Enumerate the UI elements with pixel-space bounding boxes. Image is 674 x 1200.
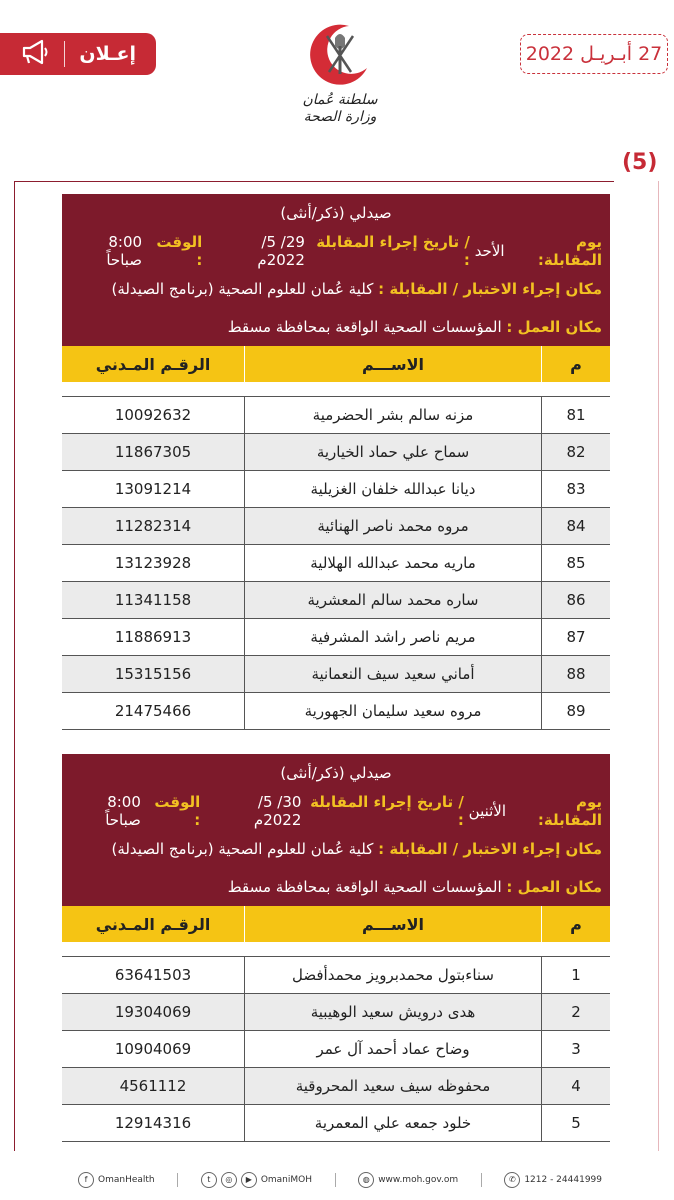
time-label: الوقت : <box>154 793 201 829</box>
row-civil-id: 10092632 <box>114 406 192 424</box>
table-row <box>62 471 610 508</box>
job-title: صيدلي (ذكر/أنثى) <box>280 764 392 782</box>
table-row <box>62 619 610 656</box>
frame-border-top <box>14 181 614 182</box>
row-name: مروه سعيد سليمان الجهورية <box>244 693 541 729</box>
date-value: 30/ 5/ 2022م <box>253 793 302 829</box>
place-label: مكان إجراء الاختبار / المقابلة : <box>378 840 602 858</box>
day-label: يوم المقابلة: <box>537 233 602 269</box>
row-number: 5 <box>541 1105 610 1141</box>
row-name: مريم ناصر راشد المشرفية <box>244 619 541 655</box>
row-number: 83 <box>541 471 610 507</box>
row-name: ساره محمد سالم المعشرية <box>244 582 541 618</box>
row-number: 4 <box>541 1068 610 1104</box>
footer-divider <box>335 1173 336 1187</box>
column-header-name: الاســـم <box>244 906 541 942</box>
row-name: وضاح عماد أحمد آل عمر <box>244 1031 541 1067</box>
row-civil-id: 11282314 <box>114 517 192 535</box>
place-value: كلية عُمان للعلوم الصحية (برنامج الصيدلة) <box>111 280 374 298</box>
section-header <box>62 754 610 906</box>
row-civil-id: 63641503 <box>114 966 192 984</box>
row-number: 86 <box>541 582 610 618</box>
work-row <box>62 308 610 346</box>
row-civil-id: 11341158 <box>114 591 192 609</box>
table-row <box>62 1031 610 1068</box>
row-number: 87 <box>541 619 610 655</box>
facebook-handle: OmanHealth <box>98 1175 155 1185</box>
table-header <box>62 346 610 382</box>
column-header-number: م <box>541 906 610 942</box>
time-value: 8:00 صباحاً <box>105 793 141 829</box>
column-header-number: م <box>541 346 610 382</box>
schedule-row <box>62 792 610 830</box>
schedule-row <box>62 232 610 270</box>
row-name: مروه محمد ناصر الهنائية <box>244 508 541 544</box>
notice-divider <box>64 41 66 67</box>
column-header-name: الاســـم <box>244 346 541 382</box>
table-row <box>62 656 610 693</box>
place-label: مكان إجراء الاختبار / المقابلة : <box>378 280 602 298</box>
row-number: 89 <box>541 693 610 729</box>
footer-divider <box>177 1173 178 1187</box>
time-label: الوقت : <box>156 233 203 269</box>
instagram-icon: ◎ <box>221 1172 237 1188</box>
youtube-icon: ▶ <box>241 1172 257 1188</box>
row-number: 88 <box>541 656 610 692</box>
row-number: 82 <box>541 434 610 470</box>
row-number: 3 <box>541 1031 610 1067</box>
ministry-logo <box>270 18 410 138</box>
row-number: 2 <box>541 994 610 1030</box>
day-value: الأحد <box>474 242 505 260</box>
footer-divider <box>481 1173 482 1187</box>
row-civil-id: 13123928 <box>114 554 192 572</box>
date-label: / تاريخ إجراء المقابلة : <box>310 793 464 829</box>
row-civil-id: 11867305 <box>114 443 192 461</box>
table-row <box>62 545 610 582</box>
row-civil-id: 15315156 <box>114 665 192 683</box>
day-label: يوم المقابلة: <box>537 793 602 829</box>
frame-border-left <box>14 181 15 1151</box>
row-name: ماريه محمد عبدالله الهلالية <box>244 545 541 581</box>
place-row <box>62 270 610 308</box>
row-civil-id: 19304069 <box>114 1003 192 1021</box>
notice-tag <box>0 33 156 75</box>
work-label: مكان العمل : <box>506 878 602 896</box>
place-value: كلية عُمان للعلوم الصحية (برنامج الصيدلة) <box>111 840 374 858</box>
website-url: www.moh.gov.om <box>378 1175 459 1185</box>
page-number: (5) <box>622 150 658 175</box>
section-header <box>62 194 610 346</box>
megaphone-icon <box>20 39 50 70</box>
place-row <box>62 830 610 868</box>
work-row <box>62 868 610 906</box>
date-label: / تاريخ إجراء المقابلة : <box>316 233 470 269</box>
date-value: 29/ 5/ 2022م <box>257 233 305 269</box>
footer-phone[interactable] <box>504 1172 602 1188</box>
row-civil-id: 21475466 <box>114 702 192 720</box>
row-name: ديانا عبدالله خلفان الغزيلية <box>244 471 541 507</box>
phone-icon: ✆ <box>504 1172 520 1188</box>
frame-border-right <box>658 181 659 1151</box>
announcement-date: 27 أبـريـل 2022 <box>520 34 668 74</box>
contact-footer <box>78 1168 602 1192</box>
work-label: مكان العمل : <box>506 318 602 336</box>
row-name: أماني سعيد سيف النعمانية <box>244 656 541 692</box>
row-name: خلود جمعه علي المعمرية <box>244 1105 541 1141</box>
table-row <box>62 1105 610 1142</box>
table-row <box>62 994 610 1031</box>
job-title: صيدلي (ذكر/أنثى) <box>280 204 392 222</box>
row-number: 81 <box>541 397 610 433</box>
ministry-subname: وزارة الصحة <box>303 109 377 125</box>
footer-facebook[interactable] <box>78 1172 155 1188</box>
work-value: المؤسسات الصحية الواقعة بمحافظة مسقط <box>227 878 502 896</box>
row-civil-id: 13091214 <box>114 480 192 498</box>
column-header-civil-id: الرقـم المـدني <box>95 914 211 934</box>
table-row <box>62 396 610 434</box>
row-number: 1 <box>541 957 610 993</box>
job-title-row <box>62 194 610 232</box>
footer-social[interactable] <box>201 1172 312 1188</box>
day-value: الأثنين <box>468 802 507 820</box>
candidates-table <box>62 396 610 730</box>
ministry-name: سلطنة عُمان <box>302 92 378 108</box>
column-header-civil-id: الرقـم المـدني <box>95 354 211 374</box>
row-civil-id: 12914316 <box>114 1114 192 1132</box>
candidates-table <box>62 956 610 1142</box>
time-value: 8:00 صباحاً <box>106 233 143 269</box>
job-title-row <box>62 754 610 792</box>
row-name: مزنه سالم بشر الحضرمية <box>244 397 541 433</box>
row-name: سناءبتول محمدبرويز محمدأفضل <box>244 957 541 993</box>
table-row <box>62 956 610 994</box>
table-row <box>62 508 610 545</box>
table-row <box>62 434 610 471</box>
table-header <box>62 906 610 942</box>
interview-section-1 <box>62 194 610 730</box>
crescent-emblem-icon <box>305 18 375 92</box>
row-civil-id: 10904069 <box>114 1040 192 1058</box>
phone-number: 1212 - 24441999 <box>524 1175 602 1185</box>
work-value: المؤسسات الصحية الواقعة بمحافظة مسقط <box>227 318 502 336</box>
globe-icon: ◍ <box>358 1172 374 1188</box>
row-number: 84 <box>541 508 610 544</box>
row-name: سماح علي حماد الخيارية <box>244 434 541 470</box>
social-handle: OmaniMOH <box>260 1175 312 1185</box>
row-name: هدى درويش سعيد الوهيبية <box>244 994 541 1030</box>
row-number: 85 <box>541 545 610 581</box>
notice-label: إعـلان <box>79 43 137 65</box>
table-row <box>62 1068 610 1105</box>
row-civil-id: 11886913 <box>114 628 192 646</box>
footer-website[interactable] <box>358 1172 458 1188</box>
table-row <box>62 582 610 619</box>
twitter-icon: t <box>201 1172 217 1188</box>
interview-section-2 <box>62 754 610 1142</box>
facebook-icon: f <box>78 1172 94 1188</box>
table-row <box>62 693 610 730</box>
row-name: محفوظه سيف سعيد المحروقية <box>244 1068 541 1104</box>
row-civil-id: 4561112 <box>119 1077 187 1095</box>
